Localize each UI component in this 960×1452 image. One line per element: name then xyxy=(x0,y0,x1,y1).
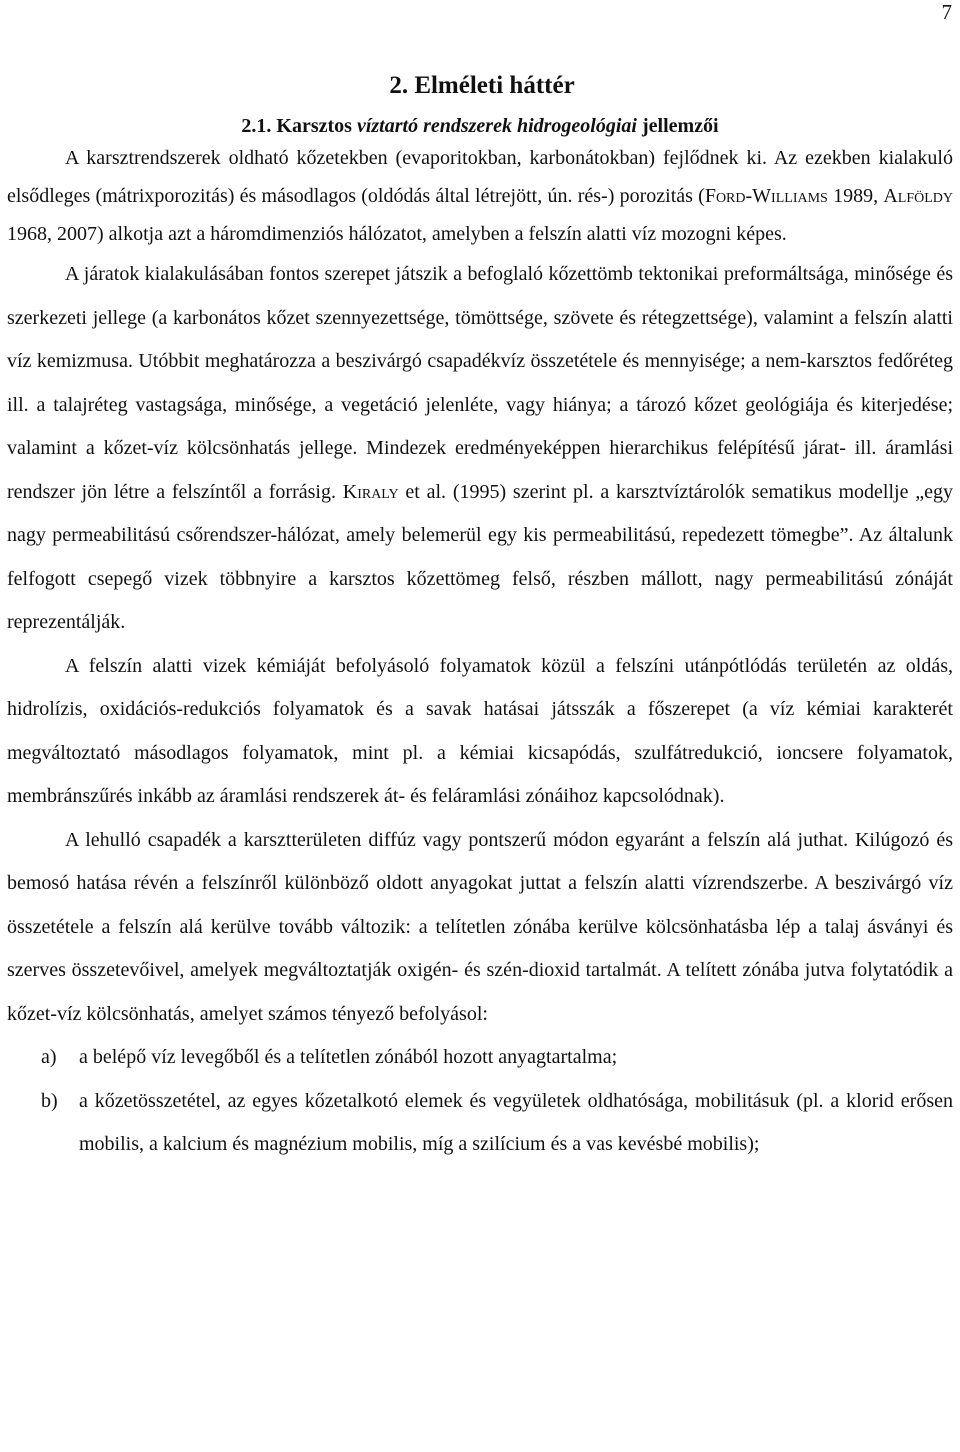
p2-text-a: A járatok kialakulásában fontos szerepet játszik a befoglaló kőzettömb tektonikai preformáltsága, minősége és szerkezeti jellege (a karbonátos kőzet szennyezettsége, tömöttsége, szövete és rétegzettsége), valamint a felszín alatti víz kemizmusa. Utóbbit meghatározza a beszivárgó csapadékvíz összetétele és mennyisége; a nem-karsztos fedőréteg ill. a talajréteg vastagsága, minősége, a vegetáció jelenléte, vagy hiánya; a tározó kőzet geológiája és kiterjedése; valamint a kőzet-víz kölcsönhatás jellege. Mindezek eredményeképpen hierarchikus felépítésű járat- ill. áramlási rendszer jön létre a felszíntől a forrásig. xyxy=(7,263,953,503)
list-item xyxy=(7,1036,953,1080)
section-title-part1: Karsztos xyxy=(276,115,352,137)
list-item xyxy=(7,1080,953,1167)
section-title-part2: jellemzői xyxy=(641,115,719,137)
paragraph-3: A felszín alatti vizek kémiáját befolyásoló folyamatok közül a felszíni utánpótlódás területén az oldás, hidrolízis, oxidációs-redukciós folyamatok és a savak hatásai játsszák a főszerepet (a víz kémiai karakterét megváltoztató másodlagos folyamatok, mint pl. a kémiai kicsapódás, szulfátredukció, ioncsere folyamatok, membránszűrés inkább az áramlási rendszerek át- és feláramlási zónáihoz kapcsolódnak). xyxy=(7,654,953,807)
list-item-text: a kőzetösszetétel, az egyes kőzetalkotó elemek és vegyületek oldhatósága, mobilitásuk (pl. a klorid erősen mobilis, a kalcium és magnézium mobilis, míg a szilícium és a vas kevésbé mobilis); xyxy=(79,1089,953,1155)
section-title xyxy=(7,113,953,139)
paragraph-4: A lehulló csapadék a karsztterületen diffúz vagy pontszerű módon egyaránt a felszín alá juthat. Kilúgozó és bemosó hatása révén a felszínről különböző oldott anyagokat juttat a felszín alatti vízrendszerbe. A beszivárgó víz összetétele a felszín alá kerülve tovább változik: a telítetlen zónába kerülve kölcsönhatásba lép a talaj ásványi és szerves összetevőivel, amelyek megváltoztatják oxigén- és szén-dioxid tartalmát. A telített zónába jutva folytatódik a kőzet-víz kölcsönhatás, amelyet számos tényező befolyásol: xyxy=(7,828,953,1025)
citation-alfoldy: Alföldy xyxy=(883,185,953,207)
list-item-text: a belépő víz levegőből és a telítetlen zónából hozott anyagtartalma; xyxy=(79,1046,618,1068)
citation-ford-williams: Ford-Williams xyxy=(704,185,828,207)
list-marker: b) xyxy=(41,1089,58,1112)
p2-text-b: et al. (1995) szerint pl. a karsztvíztárolók sematikus modellje „egy nagy permeabilitású csőrendszer-hálózat, amely belemerül egy kis permeabilitású, repedezett tömegbe”. Az általunk felfogott csepegő vizek többnyire a karsztos kőzettömeg felső, részben mállott, nagy permeabilitású zónáját reprezentálják. xyxy=(7,480,953,633)
p1-text-b: 1989, xyxy=(827,185,884,207)
section-number: 2.1. xyxy=(241,115,272,137)
p1-text-c: 1968, 2007) alkotja azt a háromdimenziós hálózatot, amelyben a felszín alatti víz mozogni képes. xyxy=(7,223,787,245)
page-number: 7 xyxy=(941,0,952,24)
document-body xyxy=(7,70,953,1167)
section-title-italic: víztartó rendszerek hidrogeológiai xyxy=(356,115,637,137)
paragraph-1 xyxy=(7,139,953,253)
list-marker: a) xyxy=(41,1046,57,1068)
citation-kiraly: Kiraly xyxy=(342,480,399,503)
chapter-title: 2. Elméleti háttér xyxy=(389,72,575,99)
factor-list xyxy=(7,1036,953,1167)
p1-text-a: A karsztrendszerek oldható kőzetekben (evaporitokban, karbonátokban) fejlődnek ki. Az ezekben kialakuló elsődleges (mátrixporozitás) és másodlagos (oldódás által létrejött, ún. rés-) porozitás ( xyxy=(7,147,953,207)
paragraph-2 xyxy=(7,253,953,645)
